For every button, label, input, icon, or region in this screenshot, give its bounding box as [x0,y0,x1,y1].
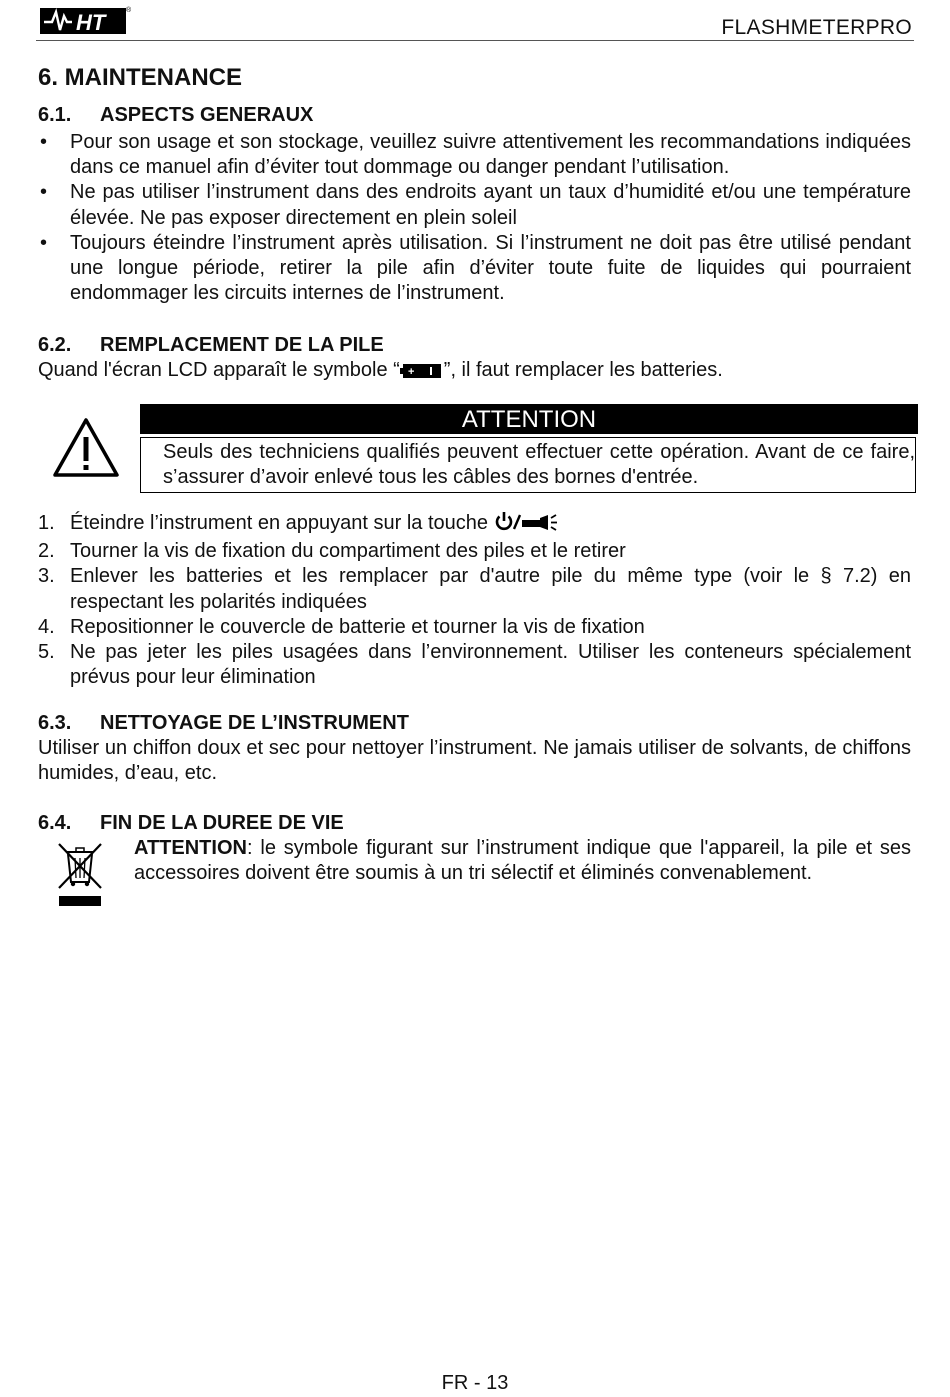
heading-6-4 [38,811,344,836]
step-text: Tourner la vis de fixation du compartiment des piles et le retirer [70,540,626,563]
bullet-text: Toujours éteindre l’instrument après utilisation. Si l’instrument ne doit pas être utilisé pendant une longue période, retirer la pile afin d’éviter toute fuite de liquides qui pourraient endommager les circuits internes de l’instrument. [70,231,911,305]
list-item [38,511,911,539]
general-bullets [38,130,911,306]
replacement-steps [38,511,911,690]
bullet-dot: • [40,131,48,153]
step-number: 1. [38,512,55,534]
heading-6-3 [38,711,409,736]
heading-6-1 [38,103,313,128]
heading-6-2-title: REMPLACEMENT DE LA PILE [100,334,384,356]
battery-intro [38,358,911,386]
battery-intro-before: Quand l'écran LCD apparaît le symbole “ [38,359,400,381]
list-item [38,231,911,307]
page-number: FR - 13 [441,1372,509,1394]
step-number: 2. [38,540,55,563]
step-text: Enlever les batteries et les remplacer par d'autre pile du même type (voir le § 7.2) en respectant les polarités indiquées [70,565,911,613]
battery-low-icon [400,361,444,386]
warning-triangle-icon [52,416,120,478]
end-of-life-attention: ATTENTION [134,837,247,859]
heading-6-3-number: 6.3. [38,712,72,734]
bullet-text: Pour son usage et son stockage, veuillez suivre attentivement les recommandations indiquées dans ce manuel afin d’éviter tout dommage ou danger pendant l’utilisation. [70,131,911,179]
attention-note: Seuls des techniciens qualifiés peuvent effectuer cette opération. Avant de ce faire, s’assurer d’avoir enlevé tous les câbles des bornes d'entrée. [140,437,916,493]
list-item [38,539,911,564]
step-text: Repositionner le couvercle de batterie et tourner la vis de fixation [70,615,645,638]
list-item [38,130,911,180]
logo-text: HT [76,10,106,35]
step-number: 5. [38,641,55,664]
step-text: Éteindre l’instrument en appuyant sur la touche [70,512,489,534]
step-text: Ne pas jeter les piles usagées dans l’environnement. Utiliser les conteneurs spécialement prévus pour leur élimination [70,641,911,689]
end-of-life-text [134,836,911,886]
battery-intro-after: ”, il faut remplacer les batteries. [443,359,723,381]
header-divider [36,40,914,41]
svg-text:+: + [407,366,415,378]
bullet-text: Ne pas utiliser l’instrument dans des endroits ayant un taux d’humidité et/ou une température élevée. Ne pas exposer directement en plein soleil [70,181,911,229]
heading-6-4-number: 6.4. [38,812,72,834]
logo-registered: ® [126,7,132,14]
crossed-bin-icon [56,840,104,910]
end-of-life-body: : le symbole figurant sur l’instrument indique que l'appareil, la pile et ses accessoires doivent être soumis à un tri sélectif et éliminés convenablement. [134,837,911,885]
ht-logo-icon [40,4,132,36]
product-name: FLASHMETERPRO [721,16,912,39]
power-flashlight-key-icon [494,512,560,539]
heading-6-2-number: 6.2. [38,334,72,356]
list-item [38,615,911,640]
list-item [38,180,911,230]
attention-banner: ATTENTION [140,404,918,434]
list-item [38,640,911,690]
step-number: 4. [38,615,55,638]
bullet-dot: • [40,181,48,204]
cleaning-text: Utiliser un chiffon doux et sec pour nettoyer l’instrument. Ne jamais utiliser de solvants, de chiffons humides, d’eau, etc. [38,737,911,785]
heading-6-2 [38,333,384,358]
heading-6-1-number: 6.1. [38,104,72,126]
step-number: 3. [38,565,55,588]
heading-6-4-title: FIN DE LA DUREE DE VIE [100,812,344,834]
section-title-maintenance: 6. MAINTENANCE [38,64,243,91]
heading-6-3-title: NETTOYAGE DE L’INSTRUMENT [100,712,409,734]
bullet-dot: • [40,231,48,254]
list-item [38,564,911,614]
heading-6-1-title: ASPECTS GENERAUX [100,104,314,126]
